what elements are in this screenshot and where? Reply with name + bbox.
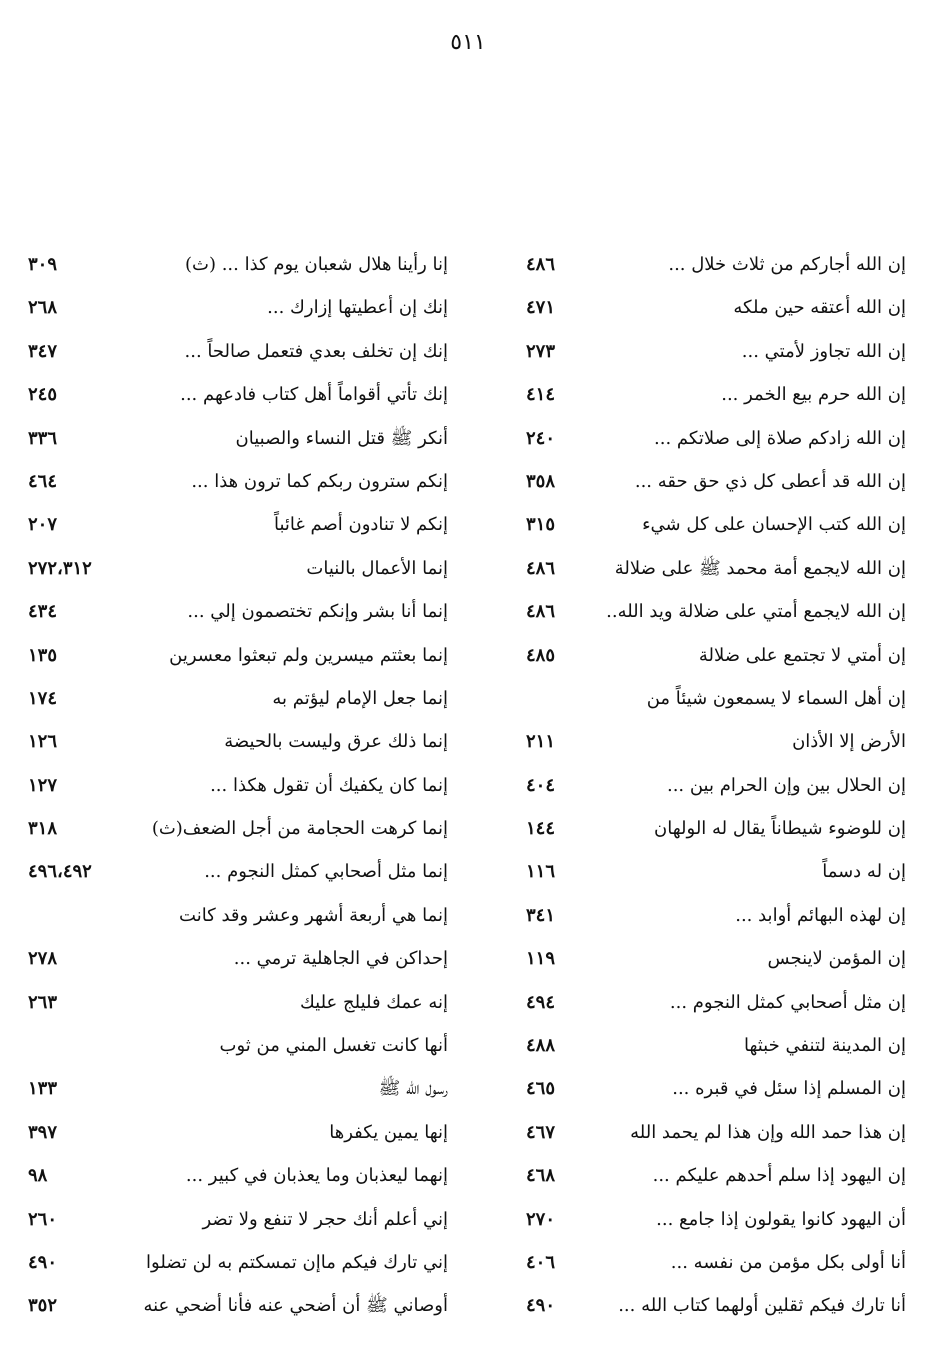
entry-text: إنك تأتي أقواماً أهل كتاب فادعهم ... bbox=[180, 384, 448, 406]
index-entry bbox=[28, 720, 448, 763]
entry-page-number: ٤٦٧ bbox=[526, 1121, 556, 1143]
index-entry bbox=[28, 547, 448, 590]
index-entry bbox=[526, 460, 906, 503]
entry-text: إن للوضوء شيطاناً يقال له الولهان bbox=[654, 818, 906, 840]
entry-page-number: ١١٦ bbox=[526, 861, 556, 883]
entry-page-number: ٤٩٠ bbox=[28, 1251, 58, 1273]
index-entry bbox=[526, 1198, 906, 1241]
index-entry bbox=[28, 1198, 448, 1241]
index-entry bbox=[526, 547, 906, 590]
entry-text: إن الله تجاوز لأمتي ... bbox=[741, 340, 906, 362]
index-entry bbox=[28, 286, 448, 329]
index-entry bbox=[28, 677, 448, 720]
entry-text: إنما هي أربعة أشهر وعشر وقد كانت bbox=[179, 904, 448, 926]
entry-page-number: ٤٨٦ bbox=[526, 601, 556, 623]
index-entry bbox=[526, 764, 906, 807]
entry-text: أنكر ﷺ قتل النساء والصبيان bbox=[235, 427, 448, 449]
entry-text: إن المسلم إذا سئل في قبره ... bbox=[672, 1078, 906, 1100]
index-entry bbox=[28, 590, 448, 633]
entry-page-number: ٤٦٥ bbox=[526, 1078, 556, 1100]
entry-text: إن الله حرم بيع الخمر ... bbox=[721, 384, 906, 406]
entry-text: إنما جعل الإمام ليؤتم به bbox=[272, 687, 448, 709]
index-entry bbox=[526, 1067, 906, 1110]
entry-page-number: ٣١٨ bbox=[28, 818, 58, 840]
entry-page-number: ٤٩٤ bbox=[526, 991, 556, 1013]
index-entry bbox=[28, 1241, 448, 1284]
entry-text: إني تارك فيكم ماإن تمسكتم به لن تضلوا bbox=[146, 1251, 448, 1273]
entry-text: إن الحلال بين وإن الحرام بين ... bbox=[666, 774, 906, 796]
entry-page-number: ٢٠٧ bbox=[28, 514, 58, 536]
entry-page-number: ٢٧٨ bbox=[28, 948, 58, 970]
entry-text: إنما كرهت الحجامة من أجل الضعف(ث) bbox=[151, 818, 448, 840]
entry-text: إن الله لايجمع أمتي على ضلالة ويد الله.. bbox=[606, 601, 906, 623]
index-entry bbox=[526, 286, 906, 329]
entry-text: إني أعلم أنك حجر لا تنفع ولا تضر bbox=[202, 1208, 448, 1230]
index-entry bbox=[526, 677, 906, 720]
entry-text: إن المؤمن لاينجس bbox=[767, 948, 906, 970]
index-entry bbox=[526, 1284, 906, 1327]
entry-page-number: ٢٦٨ bbox=[28, 297, 58, 319]
entry-text: إن المدينة لتنفي خبثها bbox=[743, 1035, 906, 1057]
index-entry bbox=[28, 243, 448, 286]
index-entry bbox=[526, 590, 906, 633]
entry-text: إن له دسماً bbox=[822, 861, 906, 883]
entry-page-number: ٤٩٠ bbox=[526, 1295, 556, 1317]
index-entry bbox=[526, 243, 906, 286]
entry-text: إنما مثل أصحابي كمثل النجوم ... bbox=[204, 861, 448, 883]
entry-text: إن أمتي لا تجتمع على ضلالة bbox=[698, 644, 906, 666]
entry-text: رسول الله ﷺ bbox=[378, 1078, 448, 1100]
index-entry bbox=[28, 1154, 448, 1197]
entry-page-number: ١٢٦ bbox=[28, 731, 58, 753]
index-entry bbox=[28, 634, 448, 677]
index-entry bbox=[28, 1284, 448, 1327]
index-entry bbox=[526, 373, 906, 416]
index-entry bbox=[28, 894, 448, 937]
entry-page-number: ١٣٣ bbox=[28, 1078, 58, 1100]
entry-text: إنها يمين يكفرها bbox=[329, 1121, 448, 1143]
entry-page-number: ٤٣٤ bbox=[28, 601, 58, 623]
entry-text: إحداكن في الجاهلية ترمي ... bbox=[233, 948, 448, 970]
entry-page-number: ٣٤٧ bbox=[28, 340, 58, 362]
entry-page-number: ٤٦٤ bbox=[28, 470, 58, 492]
entry-text: أن اليهود كانوا يقولون إذا جامع ... bbox=[656, 1208, 906, 1230]
entry-page-number: ١٣٥ bbox=[28, 644, 58, 666]
index-entry bbox=[28, 1024, 448, 1067]
entry-page-number: ٤٠٦ bbox=[526, 1251, 556, 1273]
entry-text: الأرض إلا الأذان bbox=[792, 731, 906, 753]
entry-text: إن هذا حمد الله وإن هذا لم يحمد الله bbox=[630, 1121, 906, 1143]
index-entry bbox=[526, 1111, 906, 1154]
entry-text: إن الله أجاركم من ثلاث خلال ... bbox=[668, 254, 906, 275]
entry-page-number: ٣٣٦ bbox=[28, 427, 58, 449]
entry-text: إنما بعثتم ميسرين ولم تبعثوا معسرين bbox=[169, 644, 448, 666]
entry-page-number: ٤٨٦ bbox=[526, 254, 556, 275]
entry-text: إنهما ليعذبان وما يعذبان في كبير ... bbox=[185, 1165, 448, 1187]
index-entry bbox=[28, 330, 448, 373]
entry-text: إنما أنا بشر وإنكم تختصمون إلي ... bbox=[187, 601, 448, 623]
entry-page-number: ٣٥٨ bbox=[526, 470, 556, 492]
entry-text: إنكم لا تنادون أصم غائباً bbox=[273, 514, 448, 536]
entry-text: إنما ذلك عرق وليست بالحيضة bbox=[224, 731, 448, 753]
index-entry bbox=[526, 1154, 906, 1197]
entry-page-number: ١٧٤ bbox=[28, 687, 58, 709]
entry-text: إنه عمك فليلج عليك bbox=[299, 991, 448, 1013]
entry-page-number: ٩٨ bbox=[28, 1165, 48, 1187]
entry-text: إن الله كتب الإحسان على كل شيء bbox=[642, 514, 906, 536]
entry-page-number: ٤٨٨ bbox=[526, 1035, 556, 1057]
entry-page-number: ٤٨٥ bbox=[526, 644, 556, 666]
index-entry bbox=[28, 807, 448, 850]
index-entry bbox=[526, 894, 906, 937]
entry-text: إن أهل السماء لا يسمعون شيئاً من bbox=[646, 687, 906, 709]
index-column-right bbox=[526, 243, 906, 1328]
entry-page-number: ٤٩٦،٤٩٢ bbox=[28, 861, 92, 883]
index-column-left bbox=[28, 243, 448, 1328]
entry-page-number: ٢٧٢،٣١٢ bbox=[28, 557, 92, 579]
index-entry bbox=[526, 503, 906, 546]
entry-page-number: ٢٤٠ bbox=[526, 427, 556, 449]
index-entry bbox=[526, 417, 906, 460]
entry-page-number: ٣٩٧ bbox=[28, 1121, 58, 1143]
entry-text: إن الله زادكم صلاة إلى صلاتكم ... bbox=[654, 427, 906, 449]
entry-text: إن لهذه البهائم أوابد ... bbox=[735, 904, 906, 926]
index-entry bbox=[526, 330, 906, 373]
index-entry bbox=[28, 373, 448, 416]
index-entry bbox=[28, 850, 448, 893]
entry-text: أنها كانت تغسل المني من ثوب bbox=[219, 1035, 448, 1057]
entry-text: إنك إن تخلف بعدي فتعمل صالحاً ... bbox=[184, 340, 448, 362]
index-entry bbox=[526, 807, 906, 850]
index-entry bbox=[28, 937, 448, 980]
entry-page-number: ١٢٧ bbox=[28, 774, 58, 796]
entry-text: إن اليهود إذا سلم أحدهم عليكم ... bbox=[652, 1165, 906, 1187]
index-entry bbox=[526, 981, 906, 1024]
index-entry bbox=[28, 503, 448, 546]
entry-page-number: ٣٠٩ bbox=[28, 254, 58, 275]
entry-text: أنا تارك فيكم ثقلين أولهما كتاب الله ... bbox=[618, 1295, 906, 1317]
entry-page-number: ٢٤٥ bbox=[28, 384, 58, 406]
index-entry bbox=[526, 720, 906, 763]
index-entry bbox=[526, 634, 906, 677]
entry-text: إن الله قد أعطى كل ذي حق حقه ... bbox=[634, 470, 906, 492]
entry-page-number: ٤٨٦ bbox=[526, 557, 556, 579]
entry-text: أنا أولى بكل مؤمن من نفسه ... bbox=[670, 1251, 906, 1273]
entry-page-number: ٤٠٤ bbox=[526, 774, 556, 796]
entry-page-number: ٢٧٠ bbox=[526, 1208, 556, 1230]
index-entry bbox=[526, 1241, 906, 1284]
entry-page-number: ٢١١ bbox=[526, 731, 556, 753]
entry-text: إنا رأينا هلال شعبان يوم كذا ... (ث) bbox=[184, 254, 448, 275]
entry-text: إن الله أعتقه حين ملكه bbox=[733, 297, 906, 319]
entry-page-number: ٤٦٨ bbox=[526, 1165, 556, 1187]
index-entry bbox=[28, 981, 448, 1024]
index-entry bbox=[28, 1111, 448, 1154]
entry-page-number: ١٤٤ bbox=[526, 818, 556, 840]
entry-page-number: ٢٦٣ bbox=[28, 991, 58, 1013]
entry-text: إنما الأعمال بالنيات bbox=[306, 557, 448, 579]
index-entry bbox=[28, 417, 448, 460]
entry-text: إن مثل أصحابي كمثل النجوم ... bbox=[669, 991, 906, 1013]
entry-text: إنكم سترون ربكم كما ترون هذا ... bbox=[191, 470, 448, 492]
index-entry bbox=[28, 764, 448, 807]
entry-page-number: ١١٩ bbox=[526, 948, 556, 970]
entry-page-number: ٤٧١ bbox=[526, 297, 556, 319]
entry-text: إن الله لايجمع أمة محمد ﷺ على ضلالة bbox=[614, 557, 906, 579]
entry-page-number: ٣٤١ bbox=[526, 904, 556, 926]
entry-page-number: ٣١٥ bbox=[526, 514, 556, 536]
index-entry bbox=[526, 1024, 906, 1067]
entry-page-number: ٤١٤ bbox=[526, 384, 556, 406]
entry-text: أوصاني ﷺ أن أضحي عنه فأنا أضحي عنه bbox=[143, 1295, 448, 1317]
entry-text: إنك إن أعطيتها إزارك ... bbox=[267, 297, 448, 319]
entry-page-number: ٢٧٣ bbox=[526, 340, 556, 362]
entry-page-number: ٢٦٠ bbox=[28, 1208, 58, 1230]
page-number: ٥١١ bbox=[450, 30, 486, 55]
entry-page-number: ٣٥٢ bbox=[28, 1295, 58, 1317]
index-entry bbox=[28, 460, 448, 503]
index-entry bbox=[526, 937, 906, 980]
entry-text: إنما كان يكفيك أن تقول هكذا ... bbox=[210, 774, 448, 796]
index-entry bbox=[28, 1067, 448, 1110]
index-entry bbox=[526, 850, 906, 893]
